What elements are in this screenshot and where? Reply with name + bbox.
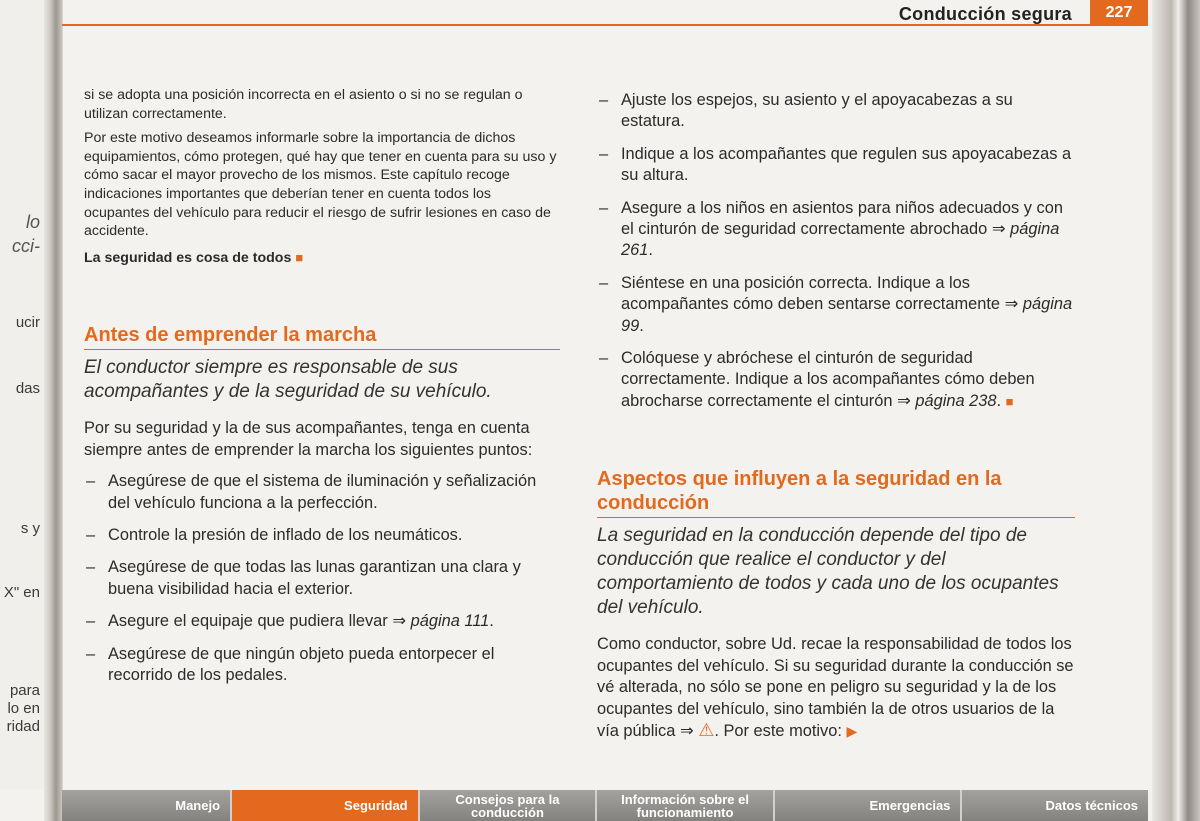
chapter-tabs — [62, 790, 1148, 821]
continue-arrow-icon: ▶ — [846, 722, 858, 739]
page-number: 227 — [1090, 0, 1148, 24]
list-item-text: Siéntese en una posición correcta. Indique a los acompañantes cómo deben sentarse correctamente — [621, 273, 1001, 314]
list-item-text: Asegúrese de que el sistema de iluminación y señalización del vehículo funciona a la perfección. — [108, 472, 537, 512]
bold-text: La seguridad es cosa de todos — [84, 249, 292, 266]
margin-fragment: cci- — [12, 236, 40, 256]
list-item-text: Asegure el equipaje que pudiera llevar — [108, 612, 388, 631]
margin-fragment: X" en — [3, 584, 40, 601]
list-item: – Asegure a los niños en asientos para niños adecuados y con el cinturón de seguridad correctamente abrochado ⇒ página 261. — [599, 198, 1063, 260]
arrow-icon: ⇒ — [679, 721, 694, 740]
right-column — [597, 90, 1075, 752]
section-body — [597, 634, 1075, 742]
page-reference-link[interactable]: página 99 — [621, 295, 1073, 335]
list-item: – Colóquese y abróchese el cinturón de seguridad correctamente. Indique a los acompañantes cómo deben abrocharse correctamente el cinturón ⇒ página 238. ■ — [599, 349, 1035, 410]
intro-paragraph: Por este motivo deseamos informarle sobre la importancia de dichos equipamientos, cómo protegen, qué hay que tener en cuenta para su uso y cómo sacar el mayor provecho de los mismos. Este capítulo recoge indicaciones importantes que deberían tener en cuenta todos los ocupantes del vehículo para reducir el riesgo de sufrir lesiones en caso de accidente. — [84, 130, 557, 240]
margin-fragment: lo en — [7, 700, 40, 717]
end-of-section-icon: ■ — [1005, 393, 1014, 409]
list-item-text: Colóquese y abróchese el cinturón de seguridad correctamente. Indique a los acompañantes cómo deben abrocharse correctamente el cinturón — [621, 349, 1035, 410]
adjacent-page-edge — [0, 0, 63, 790]
arrow-icon: ⇒ — [897, 391, 911, 410]
body-text: Como conductor, sobre Ud. recae la responsabilidad de todos los ocupantes del vehículo. Si su seguridad durante la conducción se vé alterada, no sólo se pone en peligro su seguridad y la de los ocupantes del vehículo, sino también la de otros usuarios de la vía pública — [597, 635, 1074, 740]
section-body: Por su seguridad y la de sus acompañantes, tenga en cuenta siempre antes de emprender la marcha los siguientes puntos: — [84, 419, 533, 459]
section-heading: Aspectos que influyen a la seguridad en la conducción — [597, 468, 1002, 515]
punctuation: . — [639, 316, 644, 335]
page-gutter — [44, 0, 62, 821]
list-item: – Asegúrese de que ningún objeto pueda entorpecer el recorrido de los pedales. — [86, 644, 495, 684]
list-item-text: Asegúrese de que ningún objeto pueda entorpecer el recorrido de los pedales. — [108, 644, 495, 684]
arrow-icon: ⇒ — [1004, 295, 1019, 314]
end-of-section-icon: ■ — [295, 249, 304, 265]
list-item: – Controle la presión de inflado de los neumáticos. — [86, 525, 463, 544]
arrow-icon: ⇒ — [392, 612, 407, 631]
list-item-text: Asegúrese de que todas las lunas garantizan una clara y buena visibilidad hacia el exterior. — [108, 558, 521, 598]
intro-paragraph: si se adopta una posición incorrecta en el asiento o si no se regulan o utilizan correctamente. — [84, 87, 523, 122]
margin-fragment: para — [9, 682, 40, 699]
margin-fragment: das — [15, 380, 40, 397]
list-item-text: Indique a los acompañantes que regulen sus apoyacabezas a su altura. — [621, 144, 1072, 185]
tab-emergencias[interactable]: Emergencias — [775, 790, 963, 821]
punctuation: . — [648, 241, 653, 260]
margin-fragment: ridad — [6, 718, 40, 735]
list-item-text: Ajuste los espejos, su asiento y el apoyacabezas a su estatura. — [621, 91, 1013, 131]
list-item: – Indique a los acompañantes que regulen sus apoyacabezas a su altura. — [599, 144, 1072, 185]
list-item: – Ajuste los espejos, su asiento y el apoyacabezas a su estatura. — [599, 91, 1013, 131]
page-reference-link[interactable]: página 261 — [621, 220, 1060, 260]
list-item: – Asegure el equipaje que pudiera llevar ⇒ página 111. — [86, 612, 494, 631]
margin-fragment: s y — [20, 520, 40, 537]
left-column — [84, 86, 560, 697]
tab-datos-tecnicos[interactable]: Datos técnicos — [962, 790, 1148, 821]
tab-manejo[interactable]: Manejo — [62, 790, 232, 821]
warning-icon[interactable]: ⚠ — [698, 719, 715, 740]
checklist — [84, 471, 560, 686]
section-lead: La seguridad en la conducción depende del tipo de conducción que realice el conductor y del comportamiento de todos y cada uno de los ocupantes del vehículo. — [597, 525, 1059, 619]
checklist — [597, 90, 1075, 412]
page-reference-link[interactable]: página 238 — [915, 391, 997, 410]
list-item: – Asegúrese de que todas las lunas garantizan una clara y buena visibilidad hacia el exterior. — [86, 558, 521, 598]
adjacent-page-fragments — [0, 0, 44, 790]
margin-fragment: ucir — [15, 314, 40, 331]
punctuation: . — [996, 391, 1002, 410]
section-rule — [597, 517, 1075, 518]
tab-seguridad[interactable]: Seguridad — [232, 790, 420, 821]
page-reference-link[interactable]: página 111 — [410, 612, 490, 631]
list-item-text: Asegure a los niños en asientos para niños adecuados y con el cinturón de seguridad correctamente abrochado — [621, 198, 1063, 239]
margin-fragment: lo — [25, 212, 40, 232]
arrow-icon: ⇒ — [991, 220, 1006, 239]
section-lead: El conductor siempre es responsable de sus acompañantes y de la seguridad de su vehículo. — [84, 357, 492, 403]
intro-bold-line — [84, 249, 560, 268]
body-text: . Por este motivo: — [714, 721, 842, 740]
list-item: – Asegúrese de que el sistema de iluminación y señalización del vehículo funciona a la perfección. — [86, 472, 537, 512]
section-heading: Antes de emprender la marcha — [84, 324, 377, 347]
punctuation: . — [489, 612, 494, 631]
page-header-title: Conducción segura — [898, 4, 1072, 24]
tab-informacion[interactable]: Información sobre el funcionamiento — [597, 790, 775, 821]
book-edge — [1152, 0, 1200, 821]
list-item-text: Controle la presión de inflado de los neumáticos. — [108, 525, 463, 544]
section-rule — [84, 349, 560, 350]
list-item: – Siéntese en una posición correcta. Indique a los acompañantes cómo deben sentarse correctamente ⇒ página 99. — [599, 273, 1073, 335]
tab-consejos[interactable]: Consejos para la conducción — [420, 790, 598, 821]
